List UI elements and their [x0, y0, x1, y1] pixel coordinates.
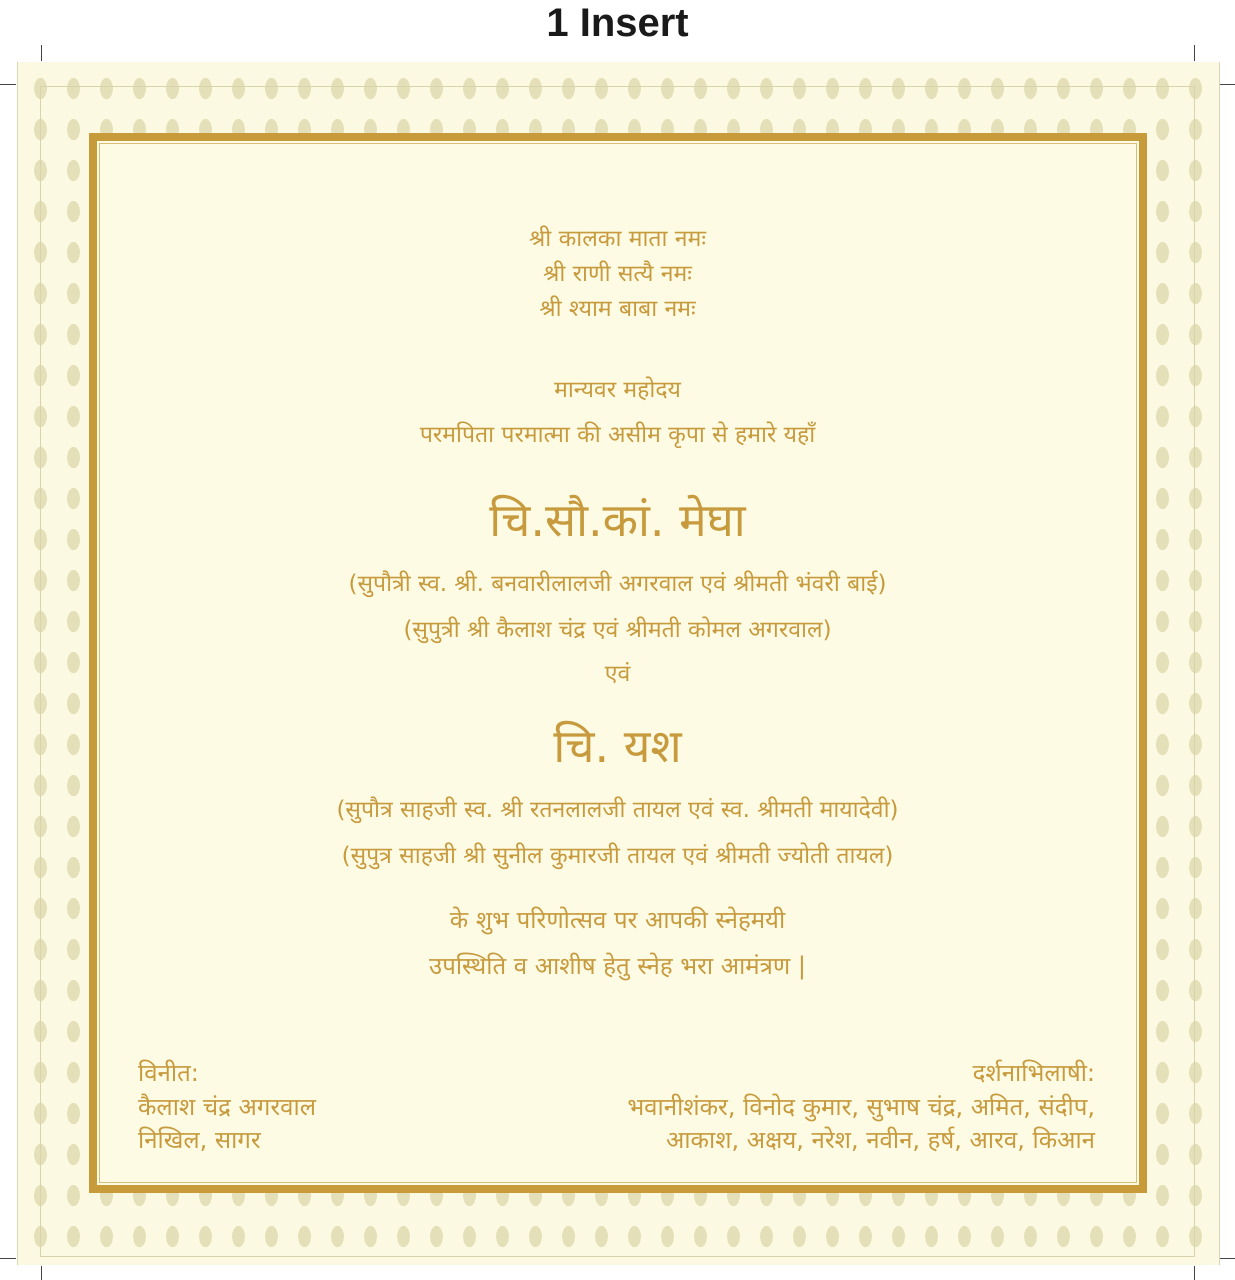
left-signature-line: कैलाश चंद्र अगरवाल — [138, 1093, 316, 1121]
bride-relation-line: (सुपौत्री स्व. श्री. बनवारीलालजी अगरवाल एवं श्रीमती भंवरी बाई) — [348, 571, 887, 597]
salutation: मान्यवर महोदय — [554, 377, 681, 403]
crop-mark-top-right-h — [1219, 84, 1235, 85]
bride-name: चि.सौ.कां. मेघा — [489, 493, 746, 547]
left-signature-heading: विनीत: — [138, 1059, 199, 1087]
right-signature-heading: दर्शनाभिलाषी: — [972, 1059, 1095, 1087]
crop-mark-bottom-right-v — [1194, 1266, 1195, 1280]
bride-relation-line: (सुपुत्री श्री कैलाश चंद्र एवं श्रीमती कोमल अगरवाल) — [403, 617, 832, 643]
crop-mark-bottom-right-h — [1219, 1258, 1235, 1259]
intro-line: परमपिता परमात्मा की असीम कृपा से हमारे यहाँ — [419, 422, 816, 448]
groom-relation-line: (सुपुत्र साहजी श्री सुनील कुमारजी तायल एवं श्रीमती ज्योती तायल) — [341, 843, 894, 869]
groom-relation-line: (सुपौत्र साहजी स्व. श्री रतनलालजी तायल एवं स्व. श्रीमती मायादेवी) — [336, 797, 899, 823]
page-title: 1 Insert — [546, 1, 689, 45]
right-signature-line: आकाश, अक्षय, नरेश, नवीन, हर्ष, आरव, किआन — [666, 1126, 1095, 1154]
crop-mark-top-left-h — [0, 84, 16, 85]
invocation-line: श्री कालका माता नमः — [529, 226, 706, 252]
groom-name: चि. यश — [553, 719, 682, 773]
crop-mark-bottom-left-h — [0, 1258, 16, 1259]
left-signature-line: निखिल, सागर — [138, 1126, 261, 1154]
invocation-line: श्री श्याम बाबा नमः — [539, 296, 696, 322]
right-signature-line: भवानीशंकर, विनोद कुमार, सुभाष चंद्र, अमित, संदीप, — [627, 1093, 1095, 1121]
crop-mark-top-left-v — [41, 45, 42, 61]
crop-mark-bottom-left-v — [41, 1266, 42, 1280]
crop-mark-top-right-v — [1194, 45, 1195, 61]
conjunction: एवं — [604, 661, 631, 687]
closing-line: उपस्थिति व आशीष हेतु स्नेह भरा आमंत्रण | — [429, 952, 806, 980]
invocation-line: श्री राणी सत्यै नमः — [543, 261, 692, 287]
closing-line: के शुभ परिणोत्सव पर आपकी स्नेहमयी — [449, 906, 786, 934]
